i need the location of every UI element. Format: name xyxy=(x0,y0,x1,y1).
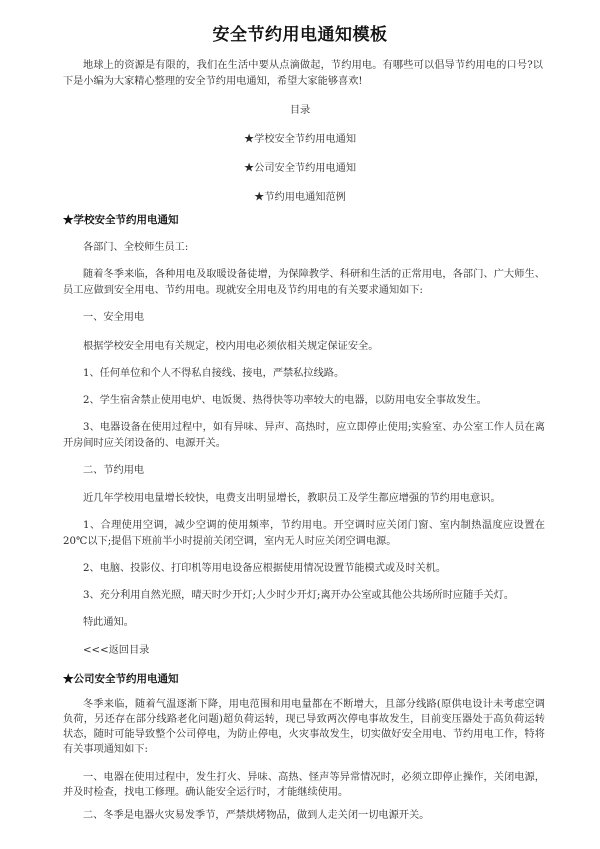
school-intro-paragraph: 随着冬季来临，各种用电及取暖设备徒增，为保障教学、科研和生活的正常用电，各部门、广大师生、员工应做到安全用电、节约用电。现就安全用电及节约用电的有关要求通知如下: xyxy=(63,269,545,296)
toc-item-school[interactable]: ★学校安全节约用电通知 xyxy=(243,134,357,145)
intro-paragraph: 地球上的资源是有限的，我们在生活中要从点滴做起，节约用电。有哪些可以倡导节约用电的口号?以下是小编为大家精心整理的安全节约用电通知，希望大家能够喜欢! xyxy=(63,60,543,87)
paragraph-rule-3: 3、电器设备在使用过程中，如有异味、异声、高热时，应立即停止使用;实验室、办公室工作人员在离开房间时应关闭设备的、电源开关。 xyxy=(63,422,545,449)
company-rule-1: 一、电器在使用过程中，发生打火、异味、高热、怪声等异常情况时，必须立即停止操作，关闭电源，并及时检查，找电工修理。确认能安全运行时，才能继续使用。 xyxy=(63,772,545,798)
paragraph-save-2: 2、电脑、投影仪、打印机等用电设备应根据使用情况设置节能模式或及时关机。 xyxy=(83,563,447,574)
back-to-toc-link[interactable]: <<<返回目录 xyxy=(83,645,150,656)
heading-safe-use: 一、安全用电 xyxy=(83,312,145,323)
document-title: 安全节约用电通知模板 xyxy=(212,25,388,45)
toc-item-company[interactable]: ★公司安全节约用电通知 xyxy=(243,163,357,174)
toc-heading: 目录 xyxy=(289,105,311,116)
section-school-title: ★学校安全节约用电通知 xyxy=(63,214,179,226)
paragraph-safe-rules: 根据学校安全用电有关规定，校内用电必须依相关规定保证安全。 xyxy=(83,341,379,352)
heading-save-power: 二、节约用电 xyxy=(83,465,145,476)
paragraph-save-intro: 近几年学校用电量增长较快，电费支出明显增长，教职员工及学生都应增强的节约用电意识。 xyxy=(83,493,501,504)
closing-notice: 特此通知。 xyxy=(83,617,134,628)
paragraph-rule-2: 2、学生宿舍禁止使用电炉、电饭煲、热得快等功率较大的电器，以防用电安全事故发生。 xyxy=(83,395,487,406)
company-intro-paragraph: 冬季来临，随着气温逐渐下降，用电范围和用电量都在不断增大，且部分线路(原供电设计未考虑空调负荷，另还存在部分线路老化问题)超负荷运转，现已导致两次停电事故发生，目前变压器处于高负荷运转状态，随时可能导致整个公司停电，为防止停电，火灾事故发生，切实做好安全用电、节约用电工作，特将有关事项通知如下: xyxy=(63,699,545,755)
paragraph-save-3: 3、充分利用自然光照，晴天时少开灯;人少时少开灯;离开办公室或其他公共场所时应随手关灯。 xyxy=(83,590,515,601)
company-rule-2: 二、冬季是电器火灾易发季节，严禁烘烤物品，做到人走关闭一切电源开关。 xyxy=(83,810,430,821)
paragraph-rule-1: 1、任何单位和个人不得私自接线、接电，严禁私拉线路。 xyxy=(83,368,345,379)
paragraph-save-1: 1、合理使用空调，减少空调的使用频率，节约用电。开空调时应关闭门窗、室内制热温度应设置在20℃以下;提倡下班前半小时提前关闭空调，室内无人时应关闭空调电源。 xyxy=(63,520,545,547)
section-company-title: ★公司安全节约用电通知 xyxy=(63,673,179,685)
greeting: 各部门、全校师生员工: xyxy=(83,242,189,253)
toc-item-example[interactable]: ★节约用电通知范例 xyxy=(254,192,346,203)
